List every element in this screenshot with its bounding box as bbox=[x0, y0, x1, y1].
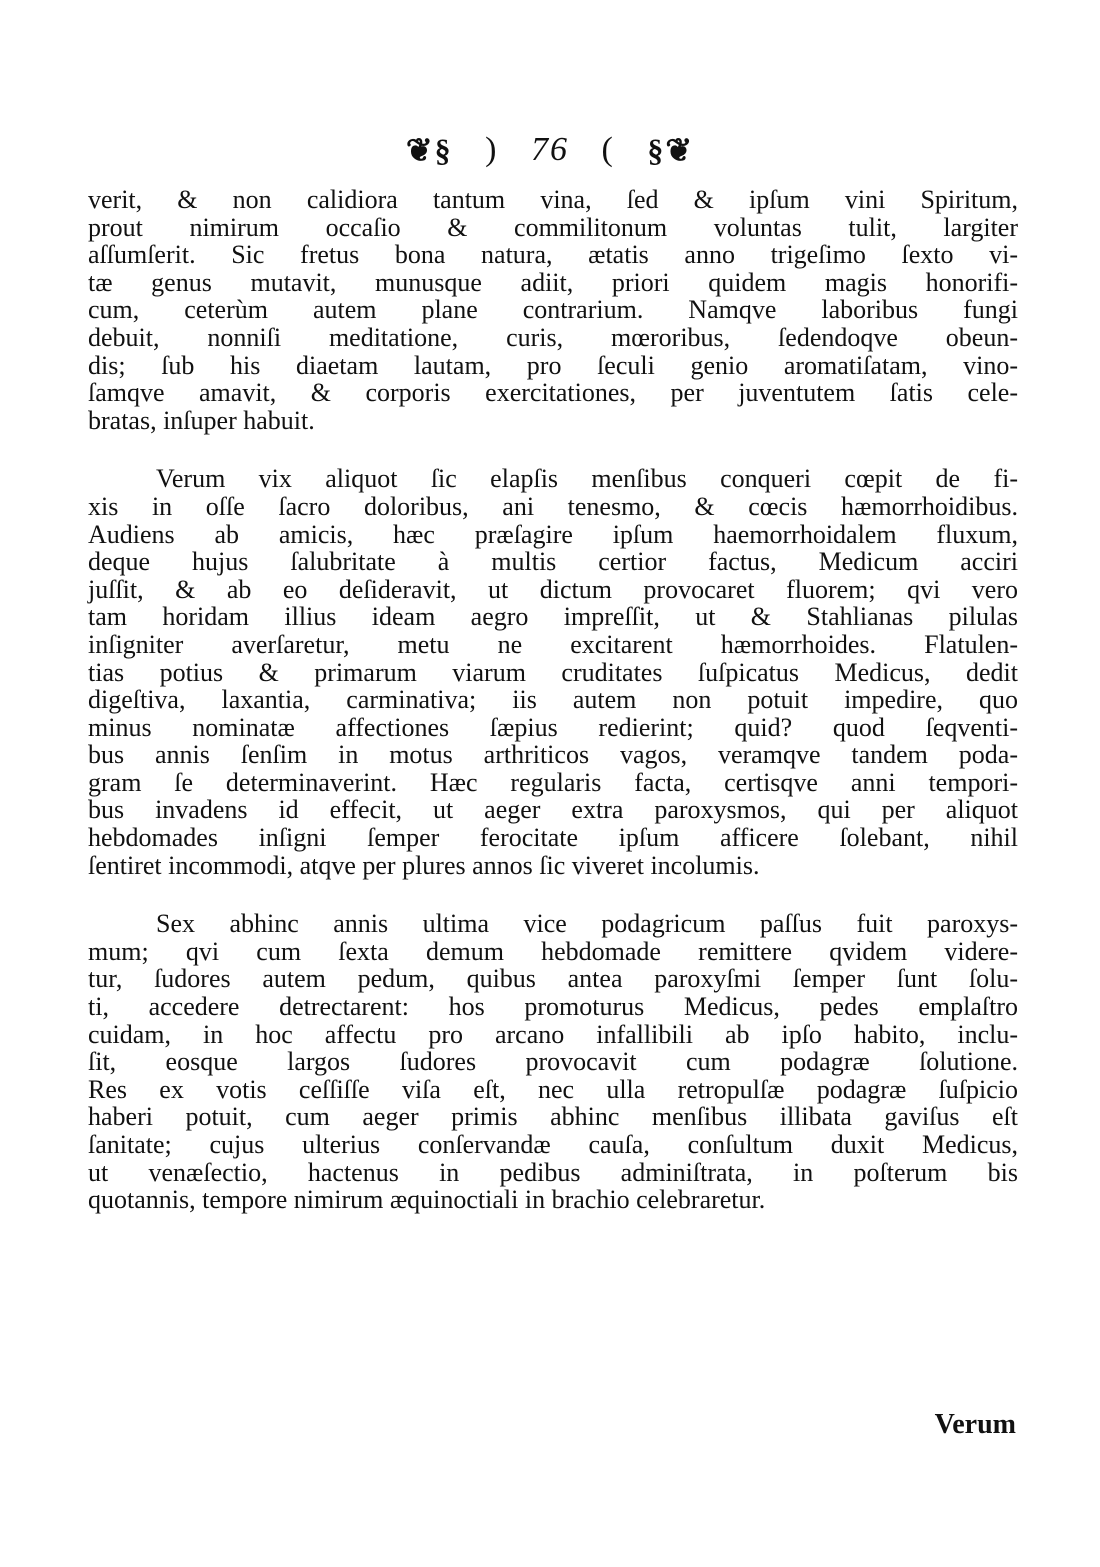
text-line: ſamqve amavit, & corporis exercitationes, per juventutem ſatis cele- bbox=[88, 378, 1018, 408]
text-line: minus nominatæ affectiones ſæpius redierint; quid? quod ſeqventi- bbox=[88, 712, 1018, 742]
text-line: verit, & non calidiora tantum vina, ſed & ipſum vini Spiritum, bbox=[88, 185, 1018, 214]
right-parenthesis: ( bbox=[601, 131, 615, 169]
text-line: quotannis, tempore nimirum æquinoctiali in brachio celebraretur. bbox=[88, 1185, 766, 1215]
body-text bbox=[88, 186, 1018, 1214]
text-line: tur, ſudores autem pedum, quibus antea paroxyſmi ſemper ſunt ſolu- bbox=[88, 964, 1018, 994]
text-line: cum, ceterùm autem plane contrarium. Namqve laboribus fungi bbox=[88, 295, 1018, 325]
text-line: prout nimirum occaſio & commilitonum voluntas tulit, largiter bbox=[88, 212, 1018, 242]
text-line: ſanitate; cujus ulterius conſervandæ cauſa, conſultum duxit Medicus, bbox=[88, 1130, 1018, 1159]
paragraph-2 bbox=[88, 465, 1018, 879]
text-line: xis in oſſe ſacro doloribus, ani tenesmo, & cœcis hæmorrhoidibus. bbox=[88, 491, 1018, 521]
text-line: Sex abhinc annis ultima vice podagricum paſſus fuit paroxys- bbox=[156, 909, 1018, 939]
running-header bbox=[0, 128, 1100, 170]
left-ornament-icon: ❦§ bbox=[405, 132, 453, 169]
text-line: digeſtiva, laxantia, carminativa; iis autem non potuit impedire, quo bbox=[88, 685, 1018, 715]
paragraph-1 bbox=[88, 186, 1018, 434]
paragraph-3 bbox=[88, 910, 1018, 1214]
text-line: hebdomades inſigni ſemper ferocitate ipſum afficere ſolebant, nihil bbox=[88, 823, 1018, 853]
text-line: ſentiret incommodi, atqve per plures annos ſic viveret incolumis. bbox=[88, 850, 760, 880]
text-line: debuit, nonniſi meditatione, curis, mœroribus, ſedendoqve obeun- bbox=[88, 322, 1018, 352]
text-line: Verum vix aliquot ſic elapſis menſibus conqueri cœpit de fi- bbox=[156, 464, 1018, 494]
text-line: dis; ſub his diaetam lautam, pro ſeculi genio aromatiſatam, vino- bbox=[88, 350, 1018, 380]
text-line: ſit, eosque largos ſudores provocavit cum podagræ ſolutione. bbox=[88, 1047, 1018, 1077]
text-line: gram ſe determinaverint. Hæc regularis facta, certisqve anni tempori- bbox=[88, 767, 1018, 797]
text-line: bus annis ſenſim in motus arthriticos vagos, veramqve tandem poda- bbox=[88, 740, 1018, 770]
page-number: 76 bbox=[531, 131, 569, 169]
text-line: mum; qvi cum ſexta demum hebdomade remittere qvidem videre- bbox=[88, 936, 1018, 966]
text-line: tam horidam illius ideam aegro impreſſit, ut & Stahlianas pilulas bbox=[88, 602, 1018, 632]
text-line: deque hujus ſalubritate à multis certior factus, Medicum acciri bbox=[88, 547, 1018, 577]
text-line: ti, accedere detrectarent: hos promoturus Medicus, pedes emplaſtro bbox=[88, 992, 1018, 1022]
text-line: inſigniter averſaretur, metu ne excitarent hæmorrhoides. Flatulen- bbox=[88, 629, 1018, 659]
text-line: tæ genus mutavit, munusque adiit, priori quidem magis honorifi- bbox=[88, 267, 1018, 297]
text-line: Audiens ab amicis, hæc præſagire ipſum haemorrhoidalem fluxum, bbox=[88, 519, 1018, 549]
text-line: juſſit, & ab eo deſideravit, ut dictum provocaret fluorem; qvi vero bbox=[88, 574, 1018, 604]
right-ornament-icon: §❦ bbox=[647, 132, 695, 169]
text-line: haberi potuit, cum aeger primis abhinc menſibus illibata gaviſus eſt bbox=[88, 1102, 1018, 1132]
text-line: bus invadens id effecit, ut aeger extra paroxysmos, qui per aliquot bbox=[88, 795, 1018, 825]
catchword: Verum bbox=[934, 1409, 1016, 1440]
text-line: bratas, inſuper habuit. bbox=[88, 405, 315, 435]
text-line: aſſumſerit. Sic fretus bona natura, ætatis anno trigeſimo ſexto vi- bbox=[88, 240, 1018, 270]
text-line: ut venæſectio, hactenus in pedibus adminiſtrata, in poſterum bis bbox=[88, 1157, 1018, 1187]
text-line: tias potius & primarum viarum cruditates ſuſpicatus Medicus, dedit bbox=[88, 657, 1018, 687]
left-parenthesis: ) bbox=[485, 131, 499, 169]
text-line: cuidam, in hoc affectu pro arcano infallibili ab ipſo habito, inclu- bbox=[88, 1019, 1018, 1049]
text-line: Res ex votis ceſſiſſe viſa eſt, nec ulla retropulſæ podagræ ſuſpicio bbox=[88, 1074, 1018, 1104]
